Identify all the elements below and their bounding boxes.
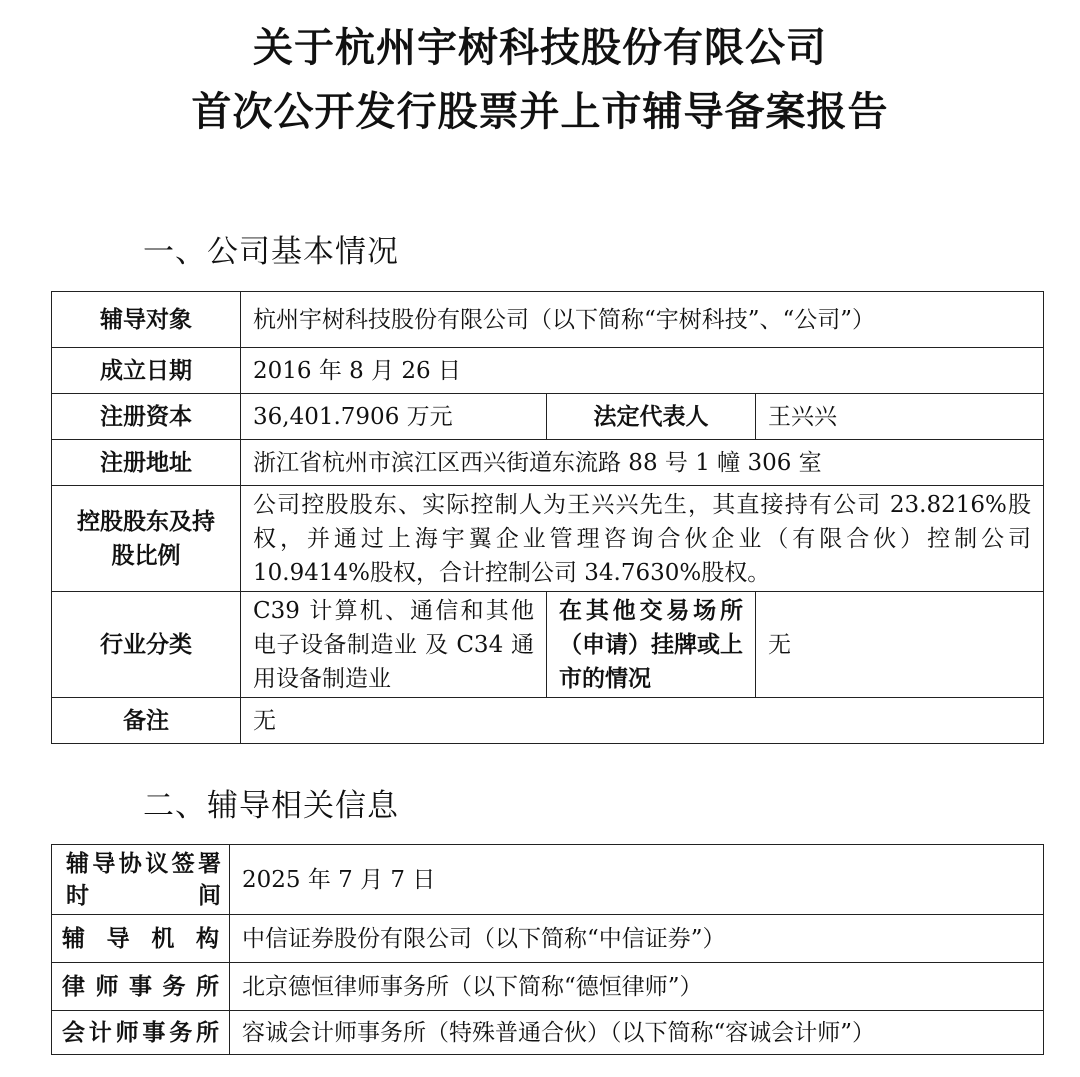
table-row-agreement xyxy=(52,845,1044,915)
capital-value: 36,401.7906 万元 xyxy=(241,394,547,440)
table-row-accounting xyxy=(52,1011,1044,1055)
listing-value: 无 xyxy=(756,592,1044,698)
table-row-remark xyxy=(52,698,1044,744)
shareholder-label: 控股股东及持股比例 xyxy=(52,486,241,592)
subject-value: 杭州宇树科技股份有限公司（以下简称“宇树科技”、“公司”） xyxy=(241,292,1044,348)
accounting-value: 容诚会计师事务所（特殊普通合伙）（以下简称“容诚会计师”） xyxy=(230,1011,1044,1055)
address-label: 注册地址 xyxy=(52,440,241,486)
capital-label: 注册资本 xyxy=(52,394,241,440)
institution-value: 中信证券股份有限公司（以下简称“中信证券”） xyxy=(230,915,1044,963)
legal-rep-label: 法定代表人 xyxy=(547,394,756,440)
listing-label: 在其他交易场所（申请）挂牌或上市的情况 xyxy=(547,592,756,698)
subject-label: 辅导对象 xyxy=(52,292,241,348)
industry-label: 行业分类 xyxy=(52,592,241,698)
document-title-line1: 关于杭州宇树科技股份有限公司 xyxy=(253,25,827,71)
remark-value: 无 xyxy=(241,698,1044,744)
remark-label: 备注 xyxy=(52,698,241,744)
agreement-label: 辅导协议签署时间 xyxy=(52,845,230,915)
section2-heading: 二、辅导相关信息 xyxy=(143,788,399,824)
tutoring-info-table xyxy=(51,844,1044,1055)
law-firm-value: 北京德恒律师事务所（以下简称“德恒律师”） xyxy=(230,963,1044,1011)
address-value: 浙江省杭州市滨江区西兴街道东流路 88 号 1 幢 306 室 xyxy=(241,440,1044,486)
table-row-shareholder xyxy=(52,486,1044,592)
shareholder-value: 公司控股股东、实际控制人为王兴兴先生，其直接持有公司 23.8216%股权，并通过上海宇翼企业管理咨询合伙企业（有限合伙）控制公司 10.9414%股权，合计控制公司 34.7630%股权。 xyxy=(241,486,1044,592)
table-row-founded xyxy=(52,348,1044,394)
legal-rep-value: 王兴兴 xyxy=(756,394,1044,440)
table-row-subject xyxy=(52,292,1044,348)
section1-heading: 一、公司基本情况 xyxy=(143,234,399,270)
company-basic-info-table xyxy=(51,291,1044,744)
table-row-institution xyxy=(52,915,1044,963)
table-row-address xyxy=(52,440,1044,486)
institution-label: 辅导机构 xyxy=(52,915,230,963)
table-row-law-firm xyxy=(52,963,1044,1011)
founded-value: 2016 年 8 月 26 日 xyxy=(241,348,1044,394)
document-title-line2: 首次公开发行股票并上市辅导备案报告 xyxy=(191,89,889,135)
law-firm-label: 律师事务所 xyxy=(52,963,230,1011)
industry-value: C39 计算机、通信和其他电子设备制造业 及 C34 通用设备制造业 xyxy=(241,592,547,698)
table-row-capital xyxy=(52,394,1044,440)
agreement-value: 2025 年 7 月 7 日 xyxy=(230,845,1044,915)
table-row-industry xyxy=(52,592,1044,698)
accounting-label: 会计师事务所 xyxy=(52,1011,230,1055)
founded-label: 成立日期 xyxy=(52,348,241,394)
